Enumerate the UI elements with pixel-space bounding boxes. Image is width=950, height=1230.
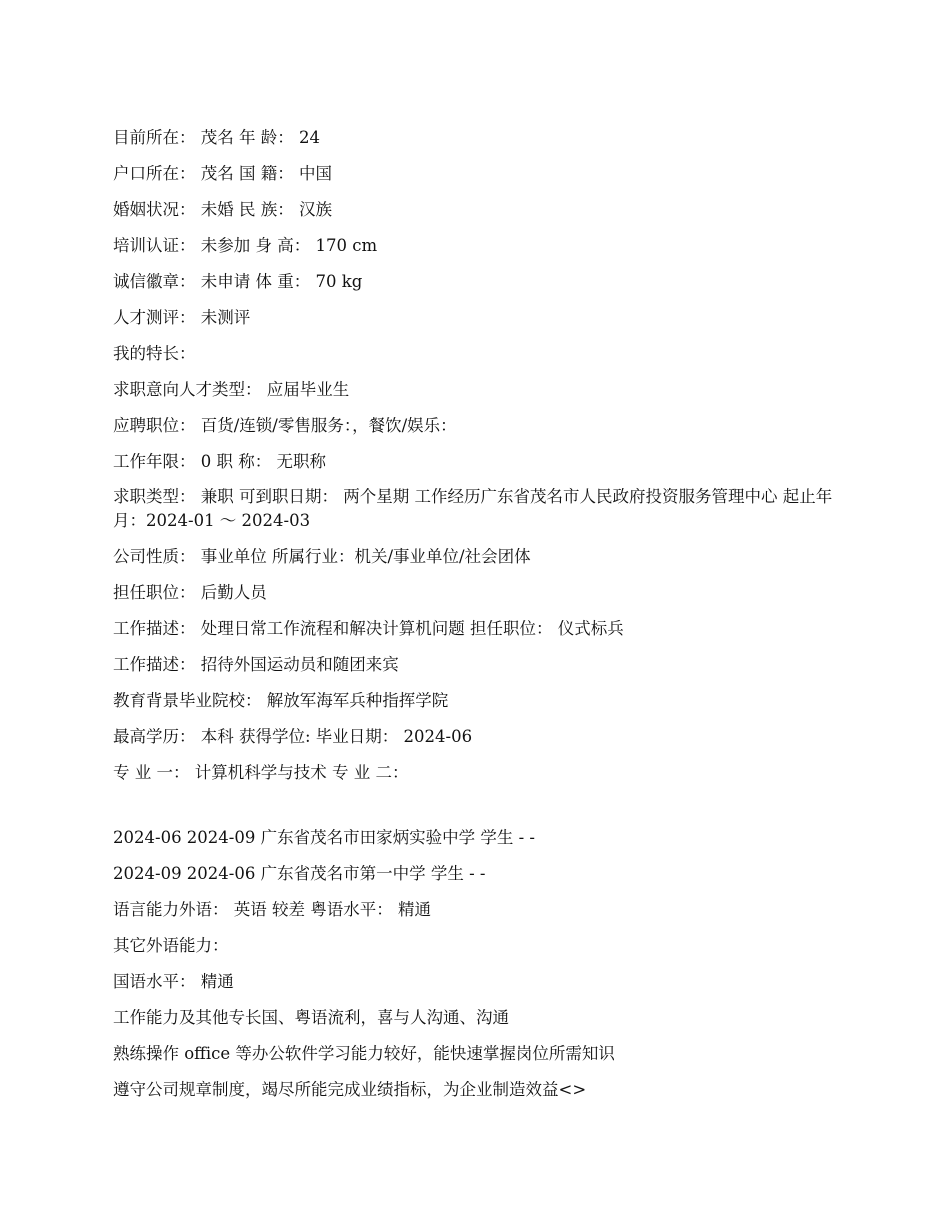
line-training-certification: 培训认证： 未参加 身 高： 170 cm (113, 236, 378, 255)
line-integrity-badge: 诚信徽章： 未申请 体 重： 70 kg (113, 272, 363, 291)
line-specialties: 我的特长： (113, 344, 196, 363)
line-marital-status: 婚姻状况： 未婚 民 族： 汉族 (113, 200, 332, 219)
line-work-description-2: 工作描述： 招待外国运动员和随团来宾 (113, 655, 399, 674)
line-major: 专 业 一： 计算机科学与技术 专 业 二： (113, 763, 409, 782)
line-position-held: 担任职位： 后勤人员 (113, 583, 267, 602)
section-gap (113, 796, 843, 825)
line-current-location: 目前所在： 茂名 年 龄： 24 (113, 128, 320, 147)
line-talent-type: 求职意向人才类型： 应届毕业生 (113, 380, 350, 399)
line-language-ability: 语言能力外语： 英语 较差 粤语水平： 精通 (113, 900, 431, 919)
line-company-nature: 公司性质： 事业单位 所属行业：机关/事业单位/社会团体 (113, 547, 531, 566)
line-work-years: 工作年限： 0 职 称： 无职称 (113, 452, 326, 471)
line-talent-assessment: 人才测评： 未测评 (113, 308, 251, 327)
line-work-description-1: 工作描述： 处理日常工作流程和解决计算机问题 担任职位： 仪式标兵 (113, 619, 624, 638)
line-education-school: 教育背景毕业院校： 解放军海军兵种指挥学院 (113, 691, 449, 710)
line-company-rules: 遵守公司规章制度，竭尽所能完成业绩指标，为企业制造效益<> (113, 1080, 587, 1099)
line-work-skills: 工作能力及其他专长国、粤语流利，喜与人沟通、沟通 (113, 1008, 509, 1027)
line-mandarin-level: 国语水平： 精通 (113, 972, 234, 991)
line-other-languages: 其它外语能力： (113, 936, 229, 955)
line-education-history-1: 2024-06 2024-09 广东省茂名市田家炳实验中学 学生 - - (113, 828, 535, 847)
line-education-history-2: 2024-09 2024-06 广东省茂名市第一中学 学生 - - (113, 864, 486, 883)
line-applied-position: 应聘职位： 百货/连锁/零售服务：，餐饮/娱乐： (113, 416, 457, 435)
line-household-registration: 户口所在： 茂名 国 籍： 中国 (113, 164, 332, 183)
resume-document (113, 125, 843, 1113)
line-office-skills: 熟练操作 office 等办公软件学习能力较好，能快速掌握岗位所需知识 (113, 1044, 615, 1063)
line-highest-degree: 最高学历： 本科 获得学位: 毕业日期： 2024-06 (113, 727, 473, 746)
line-job-type-experience: 求职类型： 兼职 可到职日期： 两个星期 工作经历广东省茂名市人民政府投资服务管理中心 起止年月：2024-01 ～ 2024-03 (113, 487, 833, 530)
